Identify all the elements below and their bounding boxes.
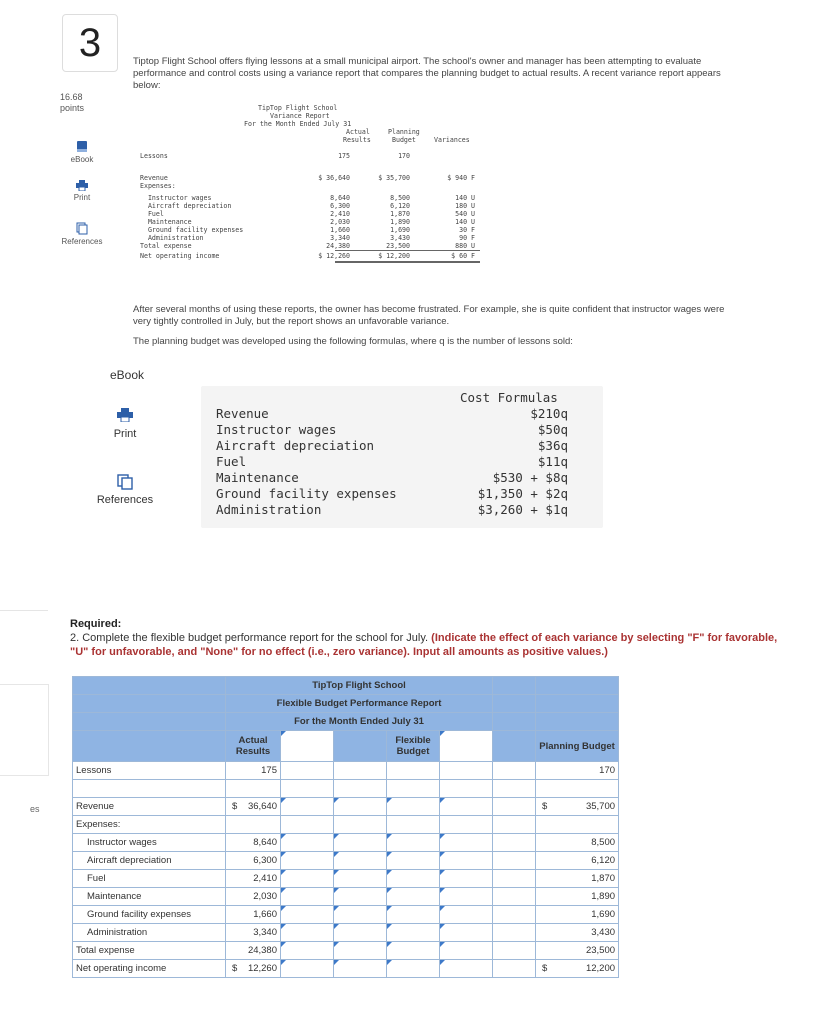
formulas-header: Cost Formulas (460, 390, 558, 405)
table-cell (281, 780, 334, 798)
vr-row-plan: 1,690 (390, 226, 410, 234)
revenue-label: Revenue (73, 798, 226, 816)
amount: 3,340 (253, 927, 277, 938)
net-operating-income-activity-variance-select[interactable] (281, 960, 334, 978)
variance-header-input[interactable] (440, 731, 493, 762)
table-cell (493, 834, 536, 852)
vr-row-actual: 24,380 (326, 242, 350, 250)
references-icon (117, 474, 133, 490)
formula-value: $530 + $8q (492, 470, 568, 485)
vr-row-actual: 1,660 (330, 226, 350, 234)
expense-1-flex-input[interactable] (334, 852, 387, 870)
table-cell (73, 731, 226, 762)
expense-5-activity-variance-select[interactable] (281, 924, 334, 942)
table-row (73, 906, 619, 924)
total-expense-label: Total expense (73, 942, 226, 960)
table-row (73, 762, 619, 780)
expense-3-activity-input[interactable] (440, 888, 493, 906)
net-operating-income-plan (536, 960, 619, 978)
net-operating-income-activity-input[interactable] (440, 960, 493, 978)
vr-row-variance: 90 F (459, 234, 475, 242)
vr-row-plan: 170 (398, 152, 410, 160)
table-cell (536, 695, 619, 713)
formula-value: $11q (537, 454, 568, 469)
expense-4-activity-variance-select[interactable] (281, 906, 334, 924)
table-cell (493, 713, 536, 731)
expense-5-plan (536, 924, 619, 942)
amount: 12,260 (247, 963, 277, 974)
table-cell (493, 870, 536, 888)
expense-2-actual (226, 870, 281, 888)
vr-row-variance: $ 940 F (447, 174, 475, 182)
rail-print[interactable] (60, 180, 104, 202)
vr-row-actual: $ 12,260 (318, 252, 350, 260)
revenue-activity-input[interactable] (440, 798, 493, 816)
expense-5-activity-select[interactable] (387, 924, 440, 942)
expense-3-activity-variance-select[interactable] (281, 888, 334, 906)
table-row (73, 870, 619, 888)
expense-1-activity-input[interactable] (440, 852, 493, 870)
amount: 1,890 (591, 891, 616, 902)
expense-4-label: Ground facility expenses (73, 906, 226, 924)
amount: 2,030 (253, 891, 277, 902)
intro-text: Tiptop Flight School offers flying lessons at a small municipal airport. The school's owner and manager has been attempting to evaluate performance and control costs using a variance report that compares the planning budget to actual results. A recent variance report appears below: (133, 56, 721, 91)
expense-4-actual (226, 906, 281, 924)
formula-value: $3,260 + $1q (477, 502, 568, 517)
col-flexible-budget: Flexible Budget (387, 731, 440, 762)
net-operating-income-label: Net operating income (73, 960, 226, 978)
dollar-sign: $ (542, 963, 548, 974)
vr-row-actual: 175 (338, 152, 350, 160)
table-cell (493, 960, 536, 978)
expense-0-plan (536, 834, 619, 852)
formula-value: $36q (537, 438, 568, 453)
table-cell (387, 780, 440, 798)
vr-row-label: Expenses: (140, 182, 176, 190)
table-cell (493, 762, 536, 780)
ebook-card-label[interactable]: eBook (110, 368, 145, 382)
vr-row-actual: 2,030 (330, 218, 350, 226)
expense-1-activity-select[interactable] (387, 852, 440, 870)
print-card[interactable] (85, 408, 165, 440)
vr-row-label: Fuel (140, 210, 164, 218)
formula-value: $1,350 + $2q (477, 486, 568, 501)
table-cell (493, 888, 536, 906)
vr-row-actual: 8,640 (330, 194, 350, 202)
expense-5-label: Administration (73, 924, 226, 942)
references-card[interactable] (85, 474, 165, 506)
expense-0-activity-select[interactable] (387, 834, 440, 852)
amount: 1,660 (253, 909, 277, 920)
table-cell (334, 816, 387, 834)
report-period: For the Month Ended July 31 (226, 713, 493, 731)
vr-row-variance: 140 U (455, 194, 475, 202)
vr-row-label: Maintenance (140, 218, 192, 226)
table-cell (73, 695, 226, 713)
formula-label: Aircraft depreciation (216, 438, 375, 453)
vr-col-plan-1: Planning (388, 128, 420, 136)
points-value: 16.68 (60, 92, 83, 102)
dollar-sign: $ (232, 963, 238, 974)
vr-row-variance: 880 U (455, 242, 475, 250)
amount: 6,300 (253, 855, 277, 866)
vr-row-actual: $ 36,640 (318, 174, 350, 182)
vr-row-actual: 3,340 (330, 234, 350, 242)
vr-row-actual: 2,410 (330, 210, 350, 218)
table-row (73, 677, 619, 695)
table-cell (440, 762, 493, 780)
printer-icon (76, 180, 88, 191)
table-cell (334, 731, 387, 762)
expense-4-activity-select[interactable] (387, 906, 440, 924)
amount: 1,870 (591, 873, 616, 884)
required-block (70, 617, 785, 659)
vr-row-plan: 6,120 (390, 202, 410, 210)
references-icon (76, 222, 88, 235)
table-row (73, 713, 619, 731)
expense-0-activity-variance-select[interactable] (281, 834, 334, 852)
vr-row-label: Ground facility expenses (140, 226, 244, 234)
vr-row-plan: 1,870 (390, 210, 410, 218)
expense-0-flex-input[interactable] (334, 834, 387, 852)
table-cell (493, 852, 536, 870)
revenue-activity-select[interactable] (387, 798, 440, 816)
total-expense-plan (536, 942, 619, 960)
table-cell (334, 762, 387, 780)
expense-5-actual (226, 924, 281, 942)
table-cell (493, 780, 536, 798)
vr-row-label: Revenue (140, 174, 168, 182)
vr-row-variance: 140 U (455, 218, 475, 226)
formula-row (216, 470, 568, 486)
expense-2-plan (536, 870, 619, 888)
table-cell (536, 713, 619, 731)
question-number: 3 (62, 14, 118, 72)
dollar-sign: $ (542, 801, 548, 812)
amount: 36,640 (247, 801, 277, 812)
table-cell (493, 677, 536, 695)
table-row (73, 924, 619, 942)
expense-5-activity-input[interactable] (440, 924, 493, 942)
vr-row-label: Net operating income (140, 252, 220, 260)
dollar-sign: $ (232, 801, 238, 812)
amount: 6,120 (591, 855, 616, 866)
table-row (73, 731, 619, 762)
col-planning-budget: Planning Budget (536, 731, 619, 762)
vr-row-variance: 540 U (455, 210, 475, 218)
table-row (73, 780, 619, 798)
total-expense-activity-input[interactable] (440, 942, 493, 960)
printer-icon (117, 408, 133, 422)
vr-row-variance: 180 U (455, 202, 475, 210)
formula-label: Instructor wages (216, 422, 337, 437)
expense-1-plan (536, 852, 619, 870)
vr-title3: For the Month Ended July 31 (244, 120, 352, 128)
revenue-plan (536, 798, 619, 816)
expense-3-activity-select[interactable] (387, 888, 440, 906)
paragraph-1: After several months of using these reports, the owner has become frustrated. For example, she is quite confident that instructor wages were very tightly controlled in July, but the report shows an unfavorable variance. (133, 304, 725, 327)
vr-col-actual-2: Results (343, 136, 371, 144)
total-expense-flex-input[interactable] (334, 942, 387, 960)
vr-row-variance: 30 F (459, 226, 475, 234)
expense-5-flex-input[interactable] (334, 924, 387, 942)
table-cell (440, 816, 493, 834)
formula-value: $210q (530, 406, 568, 421)
lessons-plan: 170 (536, 762, 619, 780)
references-card-label: References (96, 494, 154, 506)
vr-row-actual: 6,300 (330, 202, 350, 210)
expense-2-activity-variance-select[interactable] (281, 870, 334, 888)
table-cell (281, 816, 334, 834)
formula-row (216, 406, 568, 422)
vr-row-label: Lessons (140, 152, 168, 160)
report-subtitle: Flexible Budget Performance Report (226, 695, 493, 713)
amount: 24,380 (247, 945, 277, 956)
expense-2-activity-select[interactable] (387, 870, 440, 888)
vr-row-plan: 3,430 (390, 234, 410, 242)
table-cell (226, 780, 281, 798)
expense-2-activity-input[interactable] (440, 870, 493, 888)
expense-3-plan (536, 888, 619, 906)
amount: 8,640 (253, 837, 277, 848)
report-title: TipTop Flight School (226, 677, 493, 695)
table-cell (73, 713, 226, 731)
table-cell (536, 780, 619, 798)
paragraph-2: The planning budget was developed using the following formulas, where q is the number of lessons sold: (133, 336, 573, 347)
net-operating-income-actual (226, 960, 281, 978)
book-icon (76, 140, 88, 153)
vr-row-plan: $ 12,200 (378, 252, 410, 260)
formula-row (216, 422, 568, 438)
table-cell (226, 816, 281, 834)
formula-value: $50q (537, 422, 568, 437)
net-operating-income-activity-select[interactable] (387, 960, 440, 978)
amount: 3,430 (591, 927, 616, 938)
rail-references[interactable] (60, 222, 104, 246)
table-row (73, 798, 619, 816)
table-cell (493, 924, 536, 942)
amount: 1,690 (591, 909, 616, 920)
vr-double-rule (335, 261, 480, 263)
expense-1-activity-variance-select[interactable] (281, 852, 334, 870)
formula-row (216, 502, 568, 518)
expense-0-activity-input[interactable] (440, 834, 493, 852)
amount: 8,500 (591, 837, 616, 848)
table-cell (440, 780, 493, 798)
row-label-lessons: Lessons (73, 762, 226, 780)
vr-row-plan: 1,890 (390, 218, 410, 226)
points (60, 92, 84, 114)
vr-title2: Variance Report (270, 112, 330, 120)
revenue-actual (226, 798, 281, 816)
table-row (73, 942, 619, 960)
vr-row-plan: 23,500 (386, 242, 410, 250)
expense-0-label: Instructor wages (73, 834, 226, 852)
vr-row-label: Instructor wages (140, 194, 212, 202)
formula-row (216, 486, 568, 502)
expense-2-flex-input[interactable] (334, 870, 387, 888)
vr-row-plan: $ 35,700 (378, 174, 410, 182)
expense-4-activity-input[interactable] (440, 906, 493, 924)
amount: 12,200 (585, 963, 616, 974)
expense-2-label: Fuel (73, 870, 226, 888)
table-cell (387, 816, 440, 834)
table-cell (493, 798, 536, 816)
total-expense-activity-select[interactable] (387, 942, 440, 960)
amount: 35,700 (585, 801, 616, 812)
table-cell (536, 677, 619, 695)
table-cell (73, 677, 226, 695)
amount: 2,410 (253, 873, 277, 884)
formula-row (216, 438, 568, 454)
table-cell (493, 942, 536, 960)
amount: 23,500 (585, 945, 616, 956)
cost-formulas (216, 388, 570, 522)
formula-label: Administration (216, 502, 322, 517)
table-row (73, 888, 619, 906)
rail-print-label: Print (73, 193, 91, 202)
required-instruction: (Indicate the effect of each variance by selecting "F" for favorable, "U" for unfavorable, and "None" for no effect (i.e., zero variance). Input all amounts as positive values.) (70, 632, 778, 658)
expense-1-actual (226, 852, 281, 870)
table-row (73, 834, 619, 852)
total-expense-actual (226, 942, 281, 960)
expense-0-actual (226, 834, 281, 852)
table-cell (493, 695, 536, 713)
vr-col-var: Variances (434, 136, 470, 144)
formula-row (216, 454, 568, 470)
vr-row-label: Administration (140, 234, 204, 242)
vr-col-actual-1: Actual (346, 128, 370, 136)
table-cell (387, 762, 440, 780)
rail-ebook[interactable] (60, 140, 104, 164)
expenses-label: Expenses: (73, 816, 226, 834)
lessons-actual: 175 (226, 762, 281, 780)
revenue-activity-variance-select[interactable] (281, 798, 334, 816)
table-cell (73, 780, 226, 798)
vr-total-rule (335, 250, 480, 251)
rail-ebook-label: eBook (70, 155, 94, 164)
formula-label: Maintenance (216, 470, 299, 485)
vr-col-plan-2: Budget (392, 136, 416, 144)
formula-label: Fuel (216, 454, 247, 469)
table-cell (493, 906, 536, 924)
side-fragment: es (30, 804, 40, 814)
table-cell (281, 762, 334, 780)
required-text: 2. Complete the flexible budget performance report for the school for July. (70, 632, 429, 644)
expense-3-actual (226, 888, 281, 906)
expense-1-label: Aircraft depreciation (73, 852, 226, 870)
revenue-flex-input[interactable] (334, 798, 387, 816)
expense-4-flex-input[interactable] (334, 906, 387, 924)
total-expense-activity-variance-select[interactable] (281, 942, 334, 960)
vr-title1: TipTop Flight School (258, 104, 338, 112)
points-label: points (60, 103, 85, 113)
expense-3-flex-input[interactable] (334, 888, 387, 906)
expense-4-plan (536, 906, 619, 924)
flexible-budget-report (72, 676, 618, 978)
variance-header-select[interactable] (281, 731, 334, 762)
col-actual-results: Actual Results (226, 731, 281, 762)
side-panel (0, 684, 49, 776)
table-row (73, 852, 619, 870)
print-card-label: Print (113, 428, 137, 440)
expense-3-label: Maintenance (73, 888, 226, 906)
table-cell (493, 731, 536, 762)
net-operating-income-flex-input[interactable] (334, 960, 387, 978)
rail-references-label: References (61, 237, 103, 246)
divider (0, 610, 48, 611)
table-row (73, 960, 619, 978)
table-row (73, 816, 619, 834)
formula-label: Revenue (216, 406, 269, 421)
table-cell (493, 816, 536, 834)
vr-row-label: Total expense (140, 242, 192, 250)
table-row (73, 695, 619, 713)
table-cell (536, 816, 619, 834)
vr-row-variance: $ 60 F (451, 252, 475, 260)
required-heading: Required: (70, 618, 122, 630)
variance-report (140, 104, 485, 280)
formula-label: Ground facility expenses (216, 486, 397, 501)
vr-row-label: Aircraft depreciation (140, 202, 232, 210)
table-cell (334, 780, 387, 798)
vr-row-plan: 8,500 (390, 194, 410, 202)
